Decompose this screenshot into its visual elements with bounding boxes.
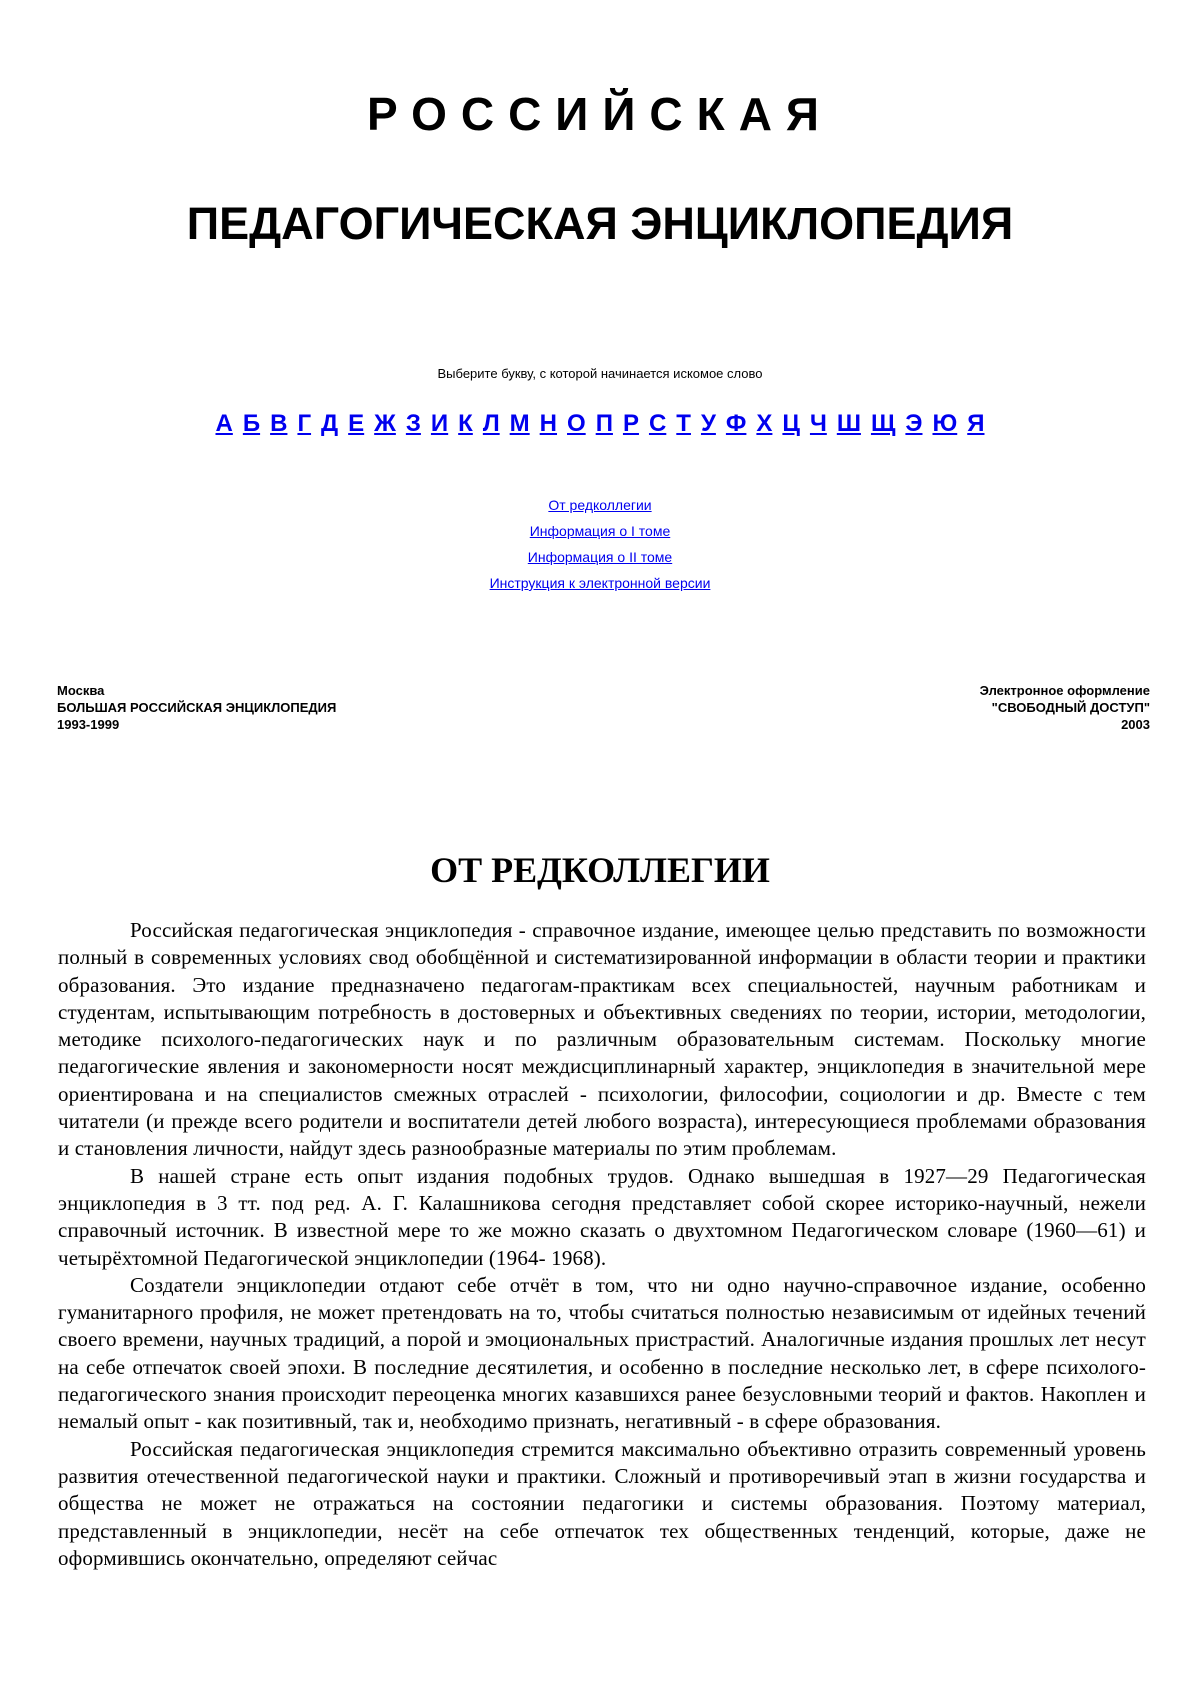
letter-link[interactable]: Х — [756, 410, 773, 437]
letter-link[interactable]: П — [595, 410, 613, 437]
paragraph: В нашей стране есть опыт издания подобных трудов. Однако вышедшая в 1927—29 Педагогическая энциклопедия в 3 тт. под ред. А. Г. Калашникова сегодня представляет собой скорее историко-научный, нежели справочный источник. В известной мере то же можно сказать о двухтомном Педагогическом словаре (1960—61) и четырёхтомной Педагогической энциклопедии (1964- 1968). — [58, 1163, 1146, 1270]
letter-link[interactable]: А — [215, 410, 233, 437]
letter-link[interactable]: Н — [539, 410, 558, 437]
alphabet-prompt: Выберите букву, с которой начинается искомое слово — [437, 366, 763, 381]
link-electronic-instructions[interactable]: Инструкция к электронной версии — [489, 575, 711, 591]
section-title: ОТ РЕДКОЛЛЕГИИ — [430, 850, 770, 890]
letter-link[interactable]: О — [567, 410, 586, 437]
imprint-e-design-label: Электронное оформление — [979, 683, 1150, 698]
link-volume-1-info[interactable]: Информация о I томе — [529, 523, 671, 539]
publisher-imprint — [57, 682, 336, 733]
letter-link[interactable]: Е — [348, 410, 365, 437]
alphabet-index — [0, 409, 1200, 439]
imprint-city: Москва — [57, 683, 105, 698]
letter-link[interactable]: Я — [967, 410, 985, 437]
letter-link[interactable]: Ч — [809, 410, 827, 437]
page-title-line2: ПЕДАГОГИЧЕСКАЯ ЭНЦИКЛОПЕДИЯ — [186, 198, 1014, 249]
letter-link[interactable]: Д — [321, 410, 339, 437]
imprint-years: 1993-1999 — [57, 717, 120, 732]
letter-link[interactable]: К — [458, 410, 473, 437]
letter-link[interactable]: Щ — [870, 410, 896, 437]
letter-link[interactable]: И — [430, 410, 449, 437]
letter-link[interactable]: Т — [676, 410, 691, 437]
letter-link[interactable]: Б — [242, 410, 261, 437]
imprint-publisher: БОЛЬШАЯ РОССИЙСКАЯ ЭНЦИКЛОПЕДИЯ — [57, 700, 337, 715]
paragraph: Российская педагогическая энциклопедия - справочное издание, имеющее целью представить по возможности полный в современных условиях свод обобщённой и систематизированной информации в области теории и практики образования. Это издание предназначено педагогам-практикам всех специальностей, научным работникам и студентам, испытывающим потребность в достоверных и объективных сведениях по теории, истории, методологии, методике психолого-педагогических наук и по различным образовательным системам. Поскольку многие педагогические явления и закономерности носят междисциплинарный характер, энциклопедия в значительной мере ориентирована и на специалистов смежных отраслей - психологии, философии, социологии и др. Вместе с тем читатели (и прежде всего родители и воспитатели детей любого возраста), интересующиеся проблемами образования и становления личности, найдут здесь разнообразные материалы по этим проблемам. — [58, 918, 1146, 1161]
link-from-editors[interactable]: От редколлегии — [548, 497, 652, 513]
letter-link[interactable]: Р — [622, 410, 639, 437]
imprint-e-design-year: 2003 — [1121, 717, 1150, 732]
letter-link[interactable]: У — [700, 410, 716, 437]
letter-link[interactable]: З — [405, 410, 421, 437]
letter-link[interactable]: С — [648, 410, 667, 437]
letter-link[interactable]: Ш — [836, 410, 861, 437]
letter-link[interactable]: Ж — [374, 410, 396, 437]
paragraph: Российская педагогическая энциклопедия стремится максимально объективно отразить современный уровень развития отечественной педагогической науки и практики. Сложный и противоречивый этап в жизни государства и общества не может не отражаться на состоянии педагогики и системы образования. Поэтому материал, представленный в энциклопедии, несёт на себе отпечаток тех общественных тенденций, которые, даже не оформившись окончательно, определяют сейчас — [58, 1436, 1146, 1570]
link-volume-2-info[interactable]: Информация о II томе — [527, 549, 673, 565]
letter-link[interactable]: Г — [297, 410, 312, 437]
letter-link[interactable]: Ц — [782, 410, 800, 437]
letter-link[interactable]: Ю — [932, 410, 958, 437]
letter-link[interactable]: Э — [905, 410, 923, 437]
electronic-imprint — [980, 682, 1150, 733]
imprint-e-design-name: "СВОБОДНЫЙ ДОСТУП" — [991, 700, 1150, 715]
page-title-line1: РОССИЙСКАЯ — [367, 88, 833, 140]
section-body — [58, 917, 1146, 1572]
letter-link[interactable]: В — [270, 410, 288, 437]
letter-link[interactable]: М — [509, 410, 530, 437]
letter-link[interactable]: Ф — [725, 410, 747, 437]
paragraph: Создатели энциклопедии отдают себе отчёт в том, что ни одно научно-справочное издание, особенно гуманитарного профиля, не может претендовать на то, чтобы считаться полностью независимым от идейных течений своего времени, научных традиций, а порой и эмоциональных пристрастий. Аналогичные издания прошлых лет несут на себе отпечаток своей эпохи. В последние десятилетия, и особенно в последние несколько лет, в сфере психолого-педагогического знания происходит переоценка многих казавшихся ранее безусловными теорий и фактов. Накоплен и немалый опыт - как позитивный, так и, необходимо признать, негативный - в сфере образования. — [58, 1272, 1146, 1434]
info-links — [0, 492, 1200, 596]
letter-link[interactable]: Л — [482, 410, 500, 437]
